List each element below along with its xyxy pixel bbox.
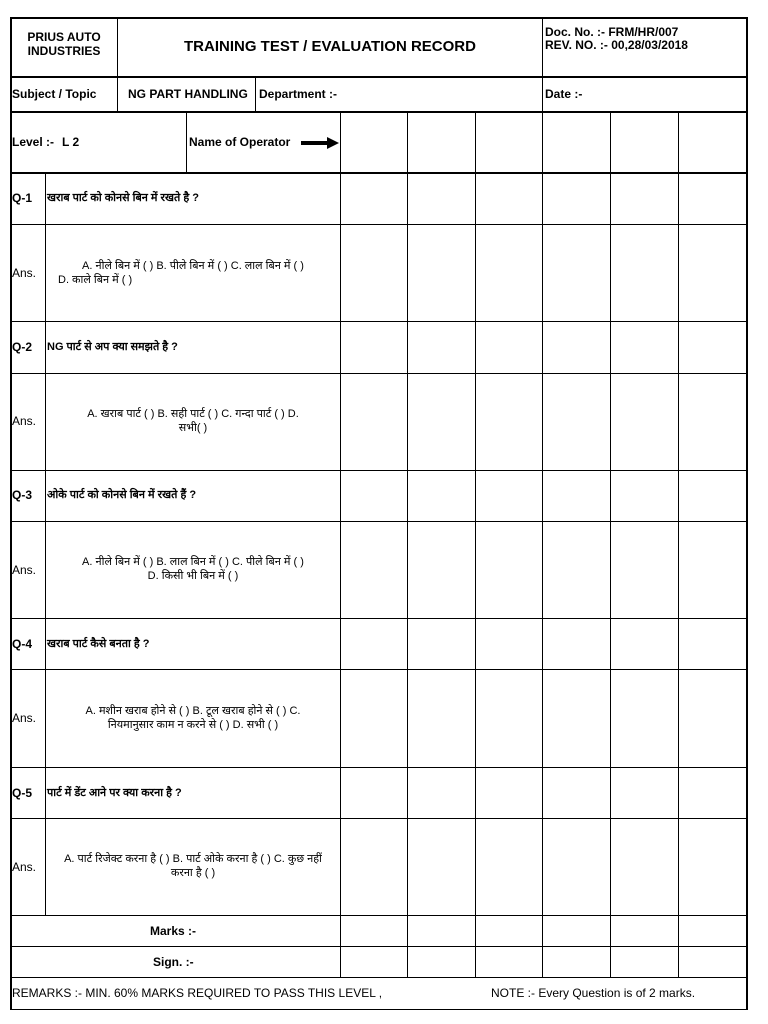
answer-line-2: D. काले बिन में ( ) bbox=[58, 274, 133, 286]
operator-col-1 bbox=[340, 112, 341, 978]
answer-label: Ans. bbox=[12, 711, 37, 725]
row-line bbox=[10, 521, 747, 522]
row-line bbox=[10, 224, 747, 225]
company-line-1: PRIUS AUTO bbox=[27, 30, 101, 44]
row-line bbox=[10, 373, 747, 374]
department-label: Department :- bbox=[259, 87, 338, 101]
level-label: Level :- bbox=[12, 135, 55, 149]
row-line bbox=[10, 767, 747, 768]
answer-label: Ans. bbox=[12, 266, 37, 280]
answer-line-2: D. किसी भी बिन में ( ) bbox=[147, 570, 239, 582]
row-line bbox=[10, 470, 747, 471]
row-line bbox=[10, 946, 747, 947]
question-text: ओके पार्ट को कोनसे बिन में रखते हैं ? bbox=[47, 489, 197, 501]
answer-line-1: A. नीले बिन में ( ) B. लाल बिन में ( ) C. पीले बिन में ( ) bbox=[82, 556, 304, 568]
operator-col-5 bbox=[610, 112, 611, 978]
question-label: Q-4 bbox=[12, 637, 33, 651]
frame-top bbox=[10, 17, 747, 19]
label-column-line bbox=[45, 173, 46, 915]
answer-options bbox=[48, 555, 338, 583]
header-bottom-line bbox=[10, 76, 747, 78]
header-divider-2 bbox=[542, 17, 543, 77]
answer-line-2: करना है ( ) bbox=[170, 867, 216, 879]
subject-divider-1 bbox=[117, 77, 118, 112]
question-label: Q-3 bbox=[12, 488, 33, 502]
frame-bottom bbox=[10, 1009, 748, 1010]
row-line bbox=[10, 669, 747, 670]
answer-line-1: A. मशीन खराब होने से ( ) B. टूल खराब होने से ( ) C. bbox=[85, 705, 301, 717]
doc-number bbox=[545, 26, 688, 52]
answer-line-2: नियमानुसार काम न करने से ( ) D. सभी ( ) bbox=[107, 719, 279, 731]
answer-line-1: A. नीले बिन में ( ) B. पीले बिन में ( ) C. लाल बिन में ( ) bbox=[82, 260, 304, 272]
subject-divider-3 bbox=[542, 77, 543, 112]
answer-options bbox=[48, 407, 338, 435]
rev-no: REV. NO. :- 00,28/03/2018 bbox=[545, 38, 688, 52]
answer-line-1: A. खराब पार्ट ( ) B. सही पार्ट ( ) C. गन्दा पार्ट ( ) D. bbox=[87, 408, 299, 420]
arrow-right-icon bbox=[300, 136, 340, 150]
answer-line-2: सभी( ) bbox=[178, 422, 208, 434]
row-line bbox=[10, 915, 747, 916]
answer-line-1: A. पार्ट रिजेक्ट करना है ( ) B. पार्ट ओके करना है ( ) C. कुछ नहीं bbox=[64, 853, 322, 865]
date-label: Date :- bbox=[545, 87, 583, 101]
operator-col-4 bbox=[542, 112, 543, 978]
row-line bbox=[10, 977, 747, 978]
company-line-2: INDUSTRIES bbox=[27, 44, 101, 58]
marks-label: Marks :- bbox=[150, 924, 197, 938]
form-title: TRAINING TEST / EVALUATION RECORD bbox=[184, 38, 476, 55]
level-divider bbox=[186, 112, 187, 173]
answer-options bbox=[48, 259, 338, 287]
question-text: NG पार्ट से अप क्या समझते है ? bbox=[47, 341, 178, 353]
operator-col-2 bbox=[407, 112, 408, 978]
question-text: पार्ट में डेंट आने पर क्या करना है ? bbox=[47, 787, 182, 799]
level-row-bottom bbox=[10, 172, 747, 174]
answer-label: Ans. bbox=[12, 860, 37, 874]
answer-options bbox=[48, 704, 338, 732]
question-label: Q-1 bbox=[12, 191, 33, 205]
subject-divider-2 bbox=[255, 77, 256, 112]
answer-label: Ans. bbox=[12, 563, 37, 577]
row-line bbox=[10, 818, 747, 819]
remarks-text: REMARKS :- MIN. 60% MARKS REQUIRED TO PASS THIS LEVEL , bbox=[12, 986, 383, 1000]
row-line bbox=[10, 618, 747, 619]
level-value: L 2 bbox=[62, 135, 80, 149]
question-text: खराब पार्ट को कोनसे बिन में रखते है ? bbox=[47, 192, 199, 204]
row-line bbox=[10, 321, 747, 322]
company-name bbox=[12, 30, 116, 58]
question-label: Q-2 bbox=[12, 340, 33, 354]
subject-row-bottom bbox=[10, 111, 747, 113]
doc-no: Doc. No. :- FRM/HR/007 bbox=[545, 25, 679, 39]
operator-col-6 bbox=[678, 112, 679, 978]
subject-label: Subject / Topic bbox=[12, 87, 97, 101]
answer-options bbox=[48, 852, 338, 880]
sign-label: Sign. :- bbox=[153, 955, 194, 969]
operator-col-3 bbox=[475, 112, 476, 978]
answer-label: Ans. bbox=[12, 414, 37, 428]
note-text: NOTE :- Every Question is of 2 marks. bbox=[491, 986, 696, 1000]
frame-right bbox=[746, 17, 748, 1010]
operator-label: Name of Operator bbox=[189, 135, 291, 149]
subject-value: NG PART HANDLING bbox=[128, 87, 248, 101]
question-label: Q-5 bbox=[12, 786, 33, 800]
question-text: खराब पार्ट कैसे बनता है ? bbox=[47, 638, 150, 650]
